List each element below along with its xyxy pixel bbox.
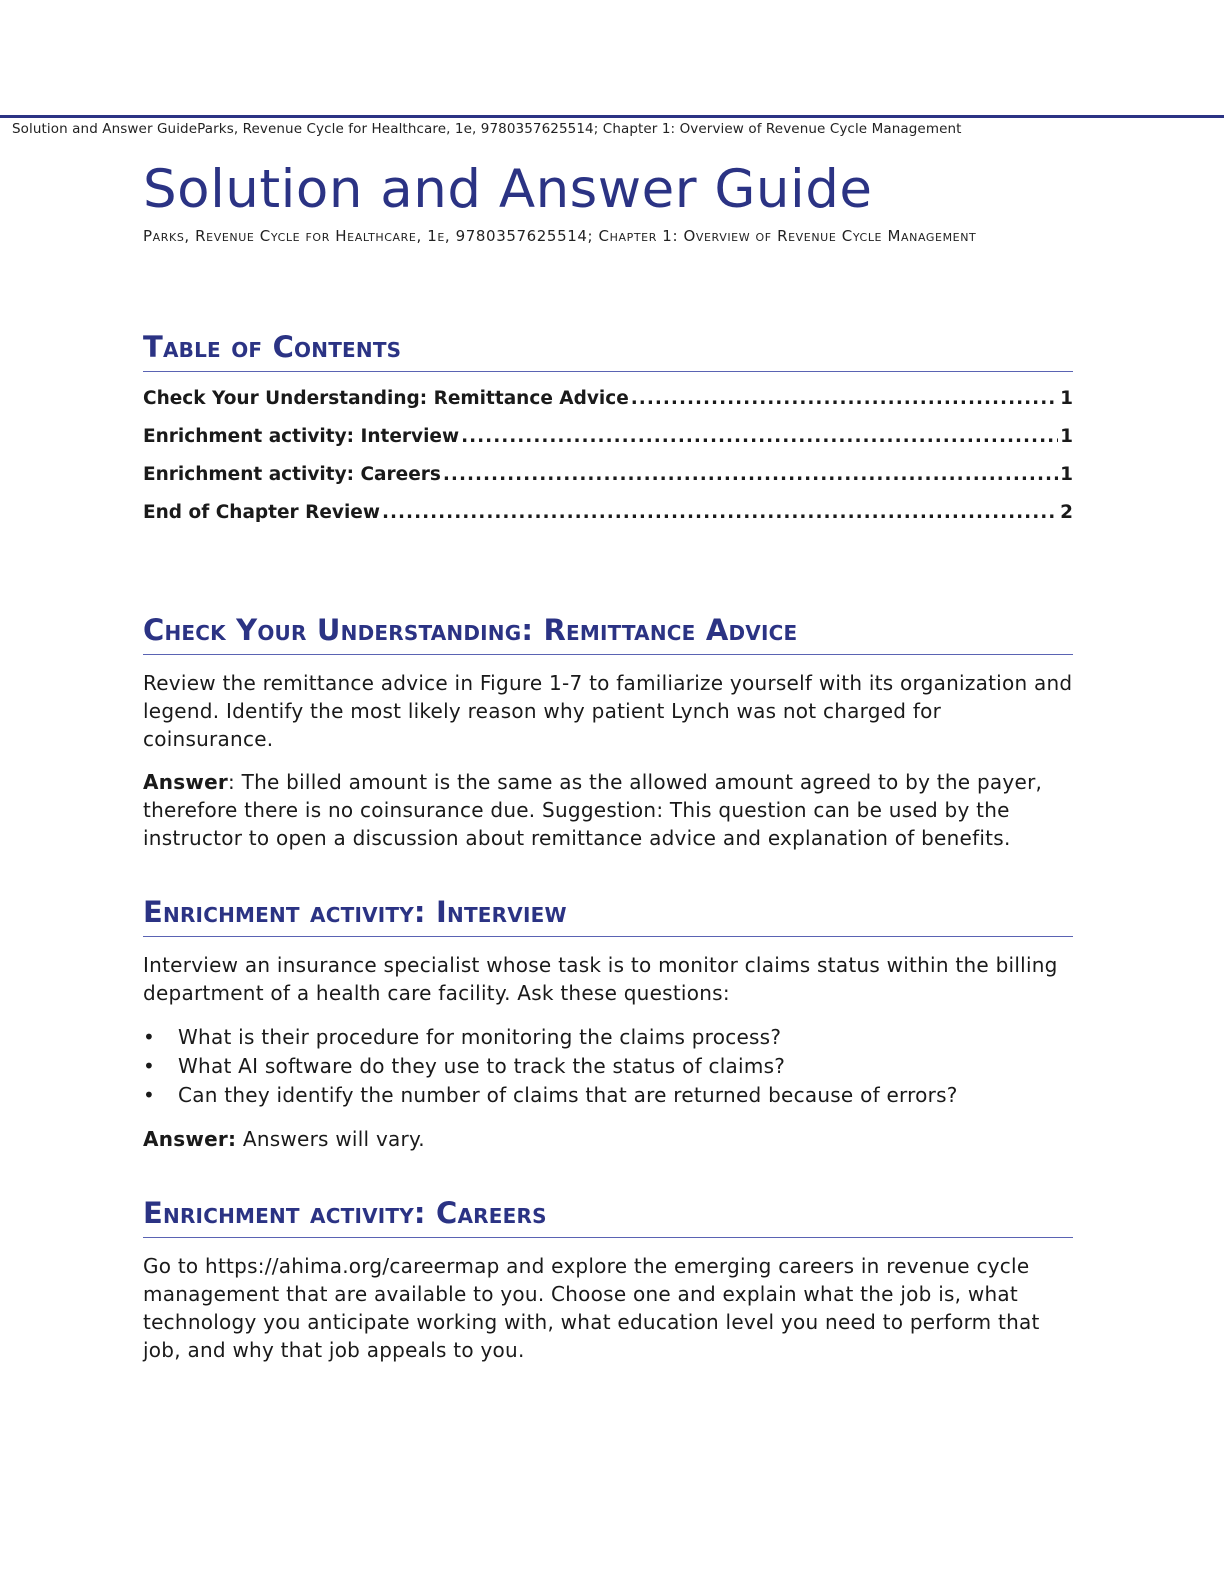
section-remittance <box>143 610 1073 852</box>
running-header: Solution and Answer GuideParks, Revenue Cycle for Healthcare, 1e, 9780357625514; Chapter 1: Overview of Revenue Cycle Management <box>12 121 962 137</box>
toc-leader-dots <box>631 386 1058 412</box>
toc-entry-remittance[interactable] <box>143 386 1073 424</box>
question-text: Can they identify the number of claims that are returned because of errors? <box>178 1083 958 1107</box>
toc-list <box>143 386 1073 538</box>
interview-questions <box>143 1023 1073 1110</box>
section-careers <box>143 1193 1073 1364</box>
toc-entry-review[interactable] <box>143 500 1073 538</box>
document-title: Solution and Answer Guide <box>143 159 873 220</box>
toc-entry-careers[interactable] <box>143 462 1073 500</box>
remittance-answer <box>143 768 1073 852</box>
careers-prompt: Go to https://ahima.org/careermap and explore the emerging careers in revenue cycle management that are available to you. Choose one and explain what the job is, what technology you anticipate working with, what education level you need to perform that job, and why that job appeals to you. <box>143 1254 1040 1362</box>
toc-leader-dots <box>443 462 1058 488</box>
section-heading-remittance: Check Your Understanding: Remittance Advice <box>143 610 1073 655</box>
toc-entry-label: Enrichment activity: Careers <box>143 464 441 485</box>
bullet-icon: • <box>143 1025 156 1049</box>
list-item <box>143 1023 1073 1052</box>
toc-leader-dots <box>382 500 1058 526</box>
toc-entry-label: Check Your Understanding: Remittance Advice <box>143 388 629 409</box>
question-text: What is their procedure for monitoring the claims process? <box>178 1025 782 1049</box>
answer-text: Answers will vary. <box>236 1127 425 1151</box>
header-rule <box>0 115 1224 118</box>
toc-entry-page: 1 <box>1060 388 1073 409</box>
document-subtitle: Parks, Revenue Cycle for Healthcare, 1e, 9780357625514; Chapter 1: Overview of Revenue Cycle Management <box>143 227 977 245</box>
list-item <box>143 1052 1073 1081</box>
interview-prompt: Interview an insurance specialist whose task is to monitor claims status within the billing department of a health care facility. Ask these questions: <box>143 953 1058 1005</box>
toc-entry-interview[interactable] <box>143 424 1073 462</box>
section-heading-interview: Enrichment activity: Interview <box>143 892 1073 937</box>
list-item <box>143 1081 1073 1110</box>
question-text: What AI software do they use to track the status of claims? <box>178 1054 786 1078</box>
bullet-icon: • <box>143 1083 156 1107</box>
table-of-contents <box>143 327 1073 538</box>
bullet-icon: • <box>143 1054 156 1078</box>
toc-heading: Table of Contents <box>143 327 1073 372</box>
toc-entry-page: 1 <box>1060 464 1073 485</box>
answer-label: Answer: <box>143 1127 237 1151</box>
answer-text: : The billed amount is the same as the allowed amount agreed to by the payer, therefore there is no coinsurance due. Suggestion: This question can be used by the instructor to open a discussion about remittance advice and explanation of benefits. <box>143 770 1043 850</box>
toc-entry-page: 1 <box>1060 426 1073 447</box>
toc-leader-dots <box>461 424 1058 450</box>
toc-entry-page: 2 <box>1060 502 1073 523</box>
toc-entry-label: Enrichment activity: Interview <box>143 426 460 447</box>
section-heading-careers: Enrichment activity: Careers <box>143 1193 1073 1238</box>
document-body <box>143 158 1073 1364</box>
interview-answer <box>143 1125 1073 1153</box>
remittance-prompt: Review the remittance advice in Figure 1-7 to familiarize yourself with its organization and legend. Identify the most likely reason why patient Lynch was not charged for coinsurance. <box>143 671 1073 751</box>
answer-label: Answer <box>143 770 229 794</box>
toc-entry-label: End of Chapter Review <box>143 502 380 523</box>
section-interview <box>143 892 1073 1153</box>
